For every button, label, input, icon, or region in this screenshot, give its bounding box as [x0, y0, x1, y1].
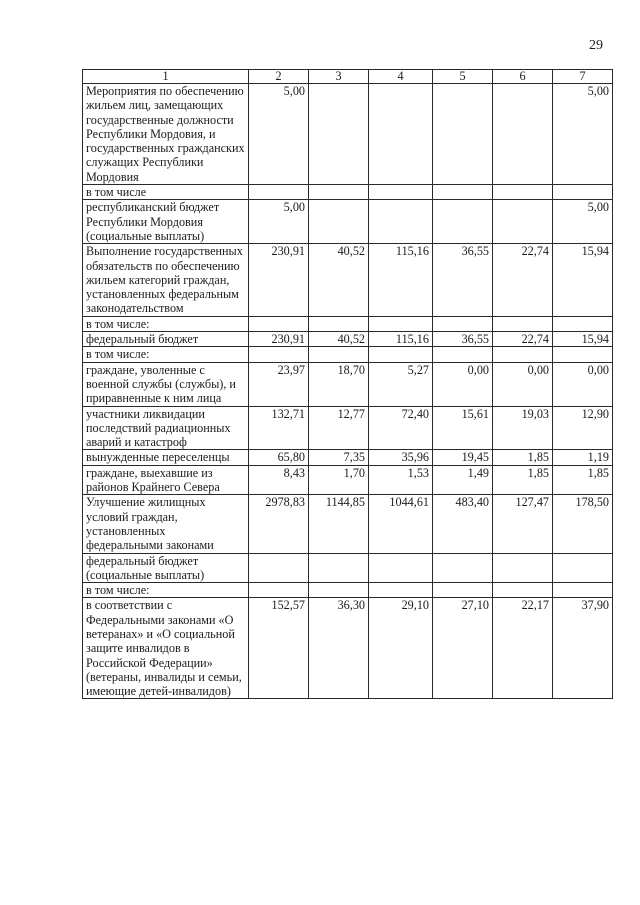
row-label: республиканский бюджет Республики Мордовия (социальные выплаты) [83, 200, 249, 244]
row-label: граждане, выехавшие из районов Крайнего Севера [83, 465, 249, 495]
value-cell [433, 316, 493, 331]
value-cell [309, 185, 369, 200]
value-cell: 29,10 [369, 598, 433, 699]
value-cell [369, 316, 433, 331]
table-row [83, 583, 613, 598]
table-row [83, 598, 613, 699]
value-cell: 18,70 [309, 362, 369, 406]
value-cell: 1,70 [309, 465, 369, 495]
value-cell: 115,16 [369, 332, 433, 347]
value-cell [493, 347, 553, 362]
table-row [83, 84, 613, 185]
value-cell: 5,00 [249, 200, 309, 244]
value-cell [309, 347, 369, 362]
table-row [83, 185, 613, 200]
value-cell [433, 185, 493, 200]
value-cell: 36,30 [309, 598, 369, 699]
value-cell: 5,00 [553, 84, 613, 185]
value-cell: 0,00 [553, 362, 613, 406]
value-cell: 15,61 [433, 406, 493, 450]
budget-table [82, 69, 613, 699]
row-label: Выполнение государственных обязательств по обеспечению жильем категорий граждан, установленных федеральным законодательством [83, 244, 249, 316]
row-label: в том числе: [83, 347, 249, 362]
value-cell: 8,43 [249, 465, 309, 495]
row-label: граждане, уволенные с военной службы (службы), и приравненные к ним лица [83, 362, 249, 406]
value-cell: 2978,83 [249, 495, 309, 553]
table-row [83, 406, 613, 450]
value-cell [493, 84, 553, 185]
value-cell [249, 316, 309, 331]
table-row [83, 332, 613, 347]
value-cell [369, 200, 433, 244]
value-cell: 1044,61 [369, 495, 433, 553]
row-label: федеральный бюджет (социальные выплаты) [83, 553, 249, 583]
row-label: в том числе: [83, 316, 249, 331]
table-row [83, 244, 613, 316]
value-cell [309, 553, 369, 583]
value-cell: 36,55 [433, 244, 493, 316]
table-row [83, 465, 613, 495]
value-cell: 152,57 [249, 598, 309, 699]
value-cell: 22,74 [493, 332, 553, 347]
value-cell: 22,17 [493, 598, 553, 699]
table-row [83, 553, 613, 583]
table-row [83, 362, 613, 406]
value-cell: 40,52 [309, 244, 369, 316]
value-cell: 1144,85 [309, 495, 369, 553]
value-cell [433, 583, 493, 598]
value-cell [553, 347, 613, 362]
value-cell [369, 553, 433, 583]
value-cell: 40,52 [309, 332, 369, 347]
value-cell [249, 583, 309, 598]
value-cell: 15,94 [553, 244, 613, 316]
value-cell [553, 316, 613, 331]
column-header: 4 [369, 70, 433, 84]
value-cell: 22,74 [493, 244, 553, 316]
column-header: 1 [83, 70, 249, 84]
row-label: федеральный бюджет [83, 332, 249, 347]
value-cell: 1,85 [553, 465, 613, 495]
value-cell: 230,91 [249, 244, 309, 316]
value-cell: 1,19 [553, 450, 613, 465]
column-header: 6 [493, 70, 553, 84]
value-cell: 0,00 [433, 362, 493, 406]
value-cell: 1,53 [369, 465, 433, 495]
table-row [83, 200, 613, 244]
column-header: 7 [553, 70, 613, 84]
value-cell: 115,16 [369, 244, 433, 316]
row-label: Улучшение жилищных условий граждан, установленных федеральными законами [83, 495, 249, 553]
value-cell: 127,47 [493, 495, 553, 553]
value-cell: 132,71 [249, 406, 309, 450]
value-cell: 23,97 [249, 362, 309, 406]
value-cell: 1,49 [433, 465, 493, 495]
table-row [83, 347, 613, 362]
table-row [83, 450, 613, 465]
value-cell [493, 316, 553, 331]
row-label: участники ликвидации последствий радиационных аварий и катастроф [83, 406, 249, 450]
row-label: вынужденные переселенцы [83, 450, 249, 465]
value-cell [309, 583, 369, 598]
value-cell [493, 583, 553, 598]
value-cell: 0,00 [493, 362, 553, 406]
row-label: Мероприятия по обеспечению жильем лиц, замещающих государственные должности Республики Мордовия, и государственных гражданских служащих Республики Мордовия [83, 84, 249, 185]
value-cell: 19,03 [493, 406, 553, 450]
value-cell: 1,85 [493, 450, 553, 465]
value-cell [309, 200, 369, 244]
value-cell: 36,55 [433, 332, 493, 347]
value-cell [309, 316, 369, 331]
column-header: 2 [249, 70, 309, 84]
value-cell [493, 200, 553, 244]
value-cell [433, 347, 493, 362]
page-number: 29 [589, 38, 603, 53]
value-cell: 5,00 [249, 84, 309, 185]
value-cell: 5,27 [369, 362, 433, 406]
value-cell: 19,45 [433, 450, 493, 465]
value-cell [433, 200, 493, 244]
table-row [83, 316, 613, 331]
value-cell: 72,40 [369, 406, 433, 450]
value-cell: 35,96 [369, 450, 433, 465]
value-cell [369, 347, 433, 362]
value-cell [553, 185, 613, 200]
value-cell [369, 583, 433, 598]
value-cell: 27,10 [433, 598, 493, 699]
value-cell [433, 553, 493, 583]
value-cell: 230,91 [249, 332, 309, 347]
value-cell: 7,35 [309, 450, 369, 465]
value-cell: 12,90 [553, 406, 613, 450]
column-header: 5 [433, 70, 493, 84]
table-header-row [83, 70, 613, 84]
column-header: 3 [309, 70, 369, 84]
row-label: в том числе: [83, 583, 249, 598]
value-cell: 37,90 [553, 598, 613, 699]
value-cell [493, 553, 553, 583]
value-cell [249, 553, 309, 583]
value-cell [369, 185, 433, 200]
value-cell: 178,50 [553, 495, 613, 553]
value-cell [493, 185, 553, 200]
value-cell [249, 185, 309, 200]
value-cell: 5,00 [553, 200, 613, 244]
value-cell: 15,94 [553, 332, 613, 347]
row-label: в соответствии с Федеральными законами «О ветеранах» и «О социальной защите инвалидов в Российской Федерации» (ветераны, инвалиды и семьи, имеющие детей-инвалидов) [83, 598, 249, 699]
value-cell [369, 84, 433, 185]
value-cell: 12,77 [309, 406, 369, 450]
row-label: в том числе [83, 185, 249, 200]
value-cell: 65,80 [249, 450, 309, 465]
value-cell: 1,85 [493, 465, 553, 495]
value-cell [553, 553, 613, 583]
value-cell [249, 347, 309, 362]
value-cell [433, 84, 493, 185]
value-cell [553, 583, 613, 598]
value-cell [309, 84, 369, 185]
value-cell: 483,40 [433, 495, 493, 553]
table-row [83, 495, 613, 553]
